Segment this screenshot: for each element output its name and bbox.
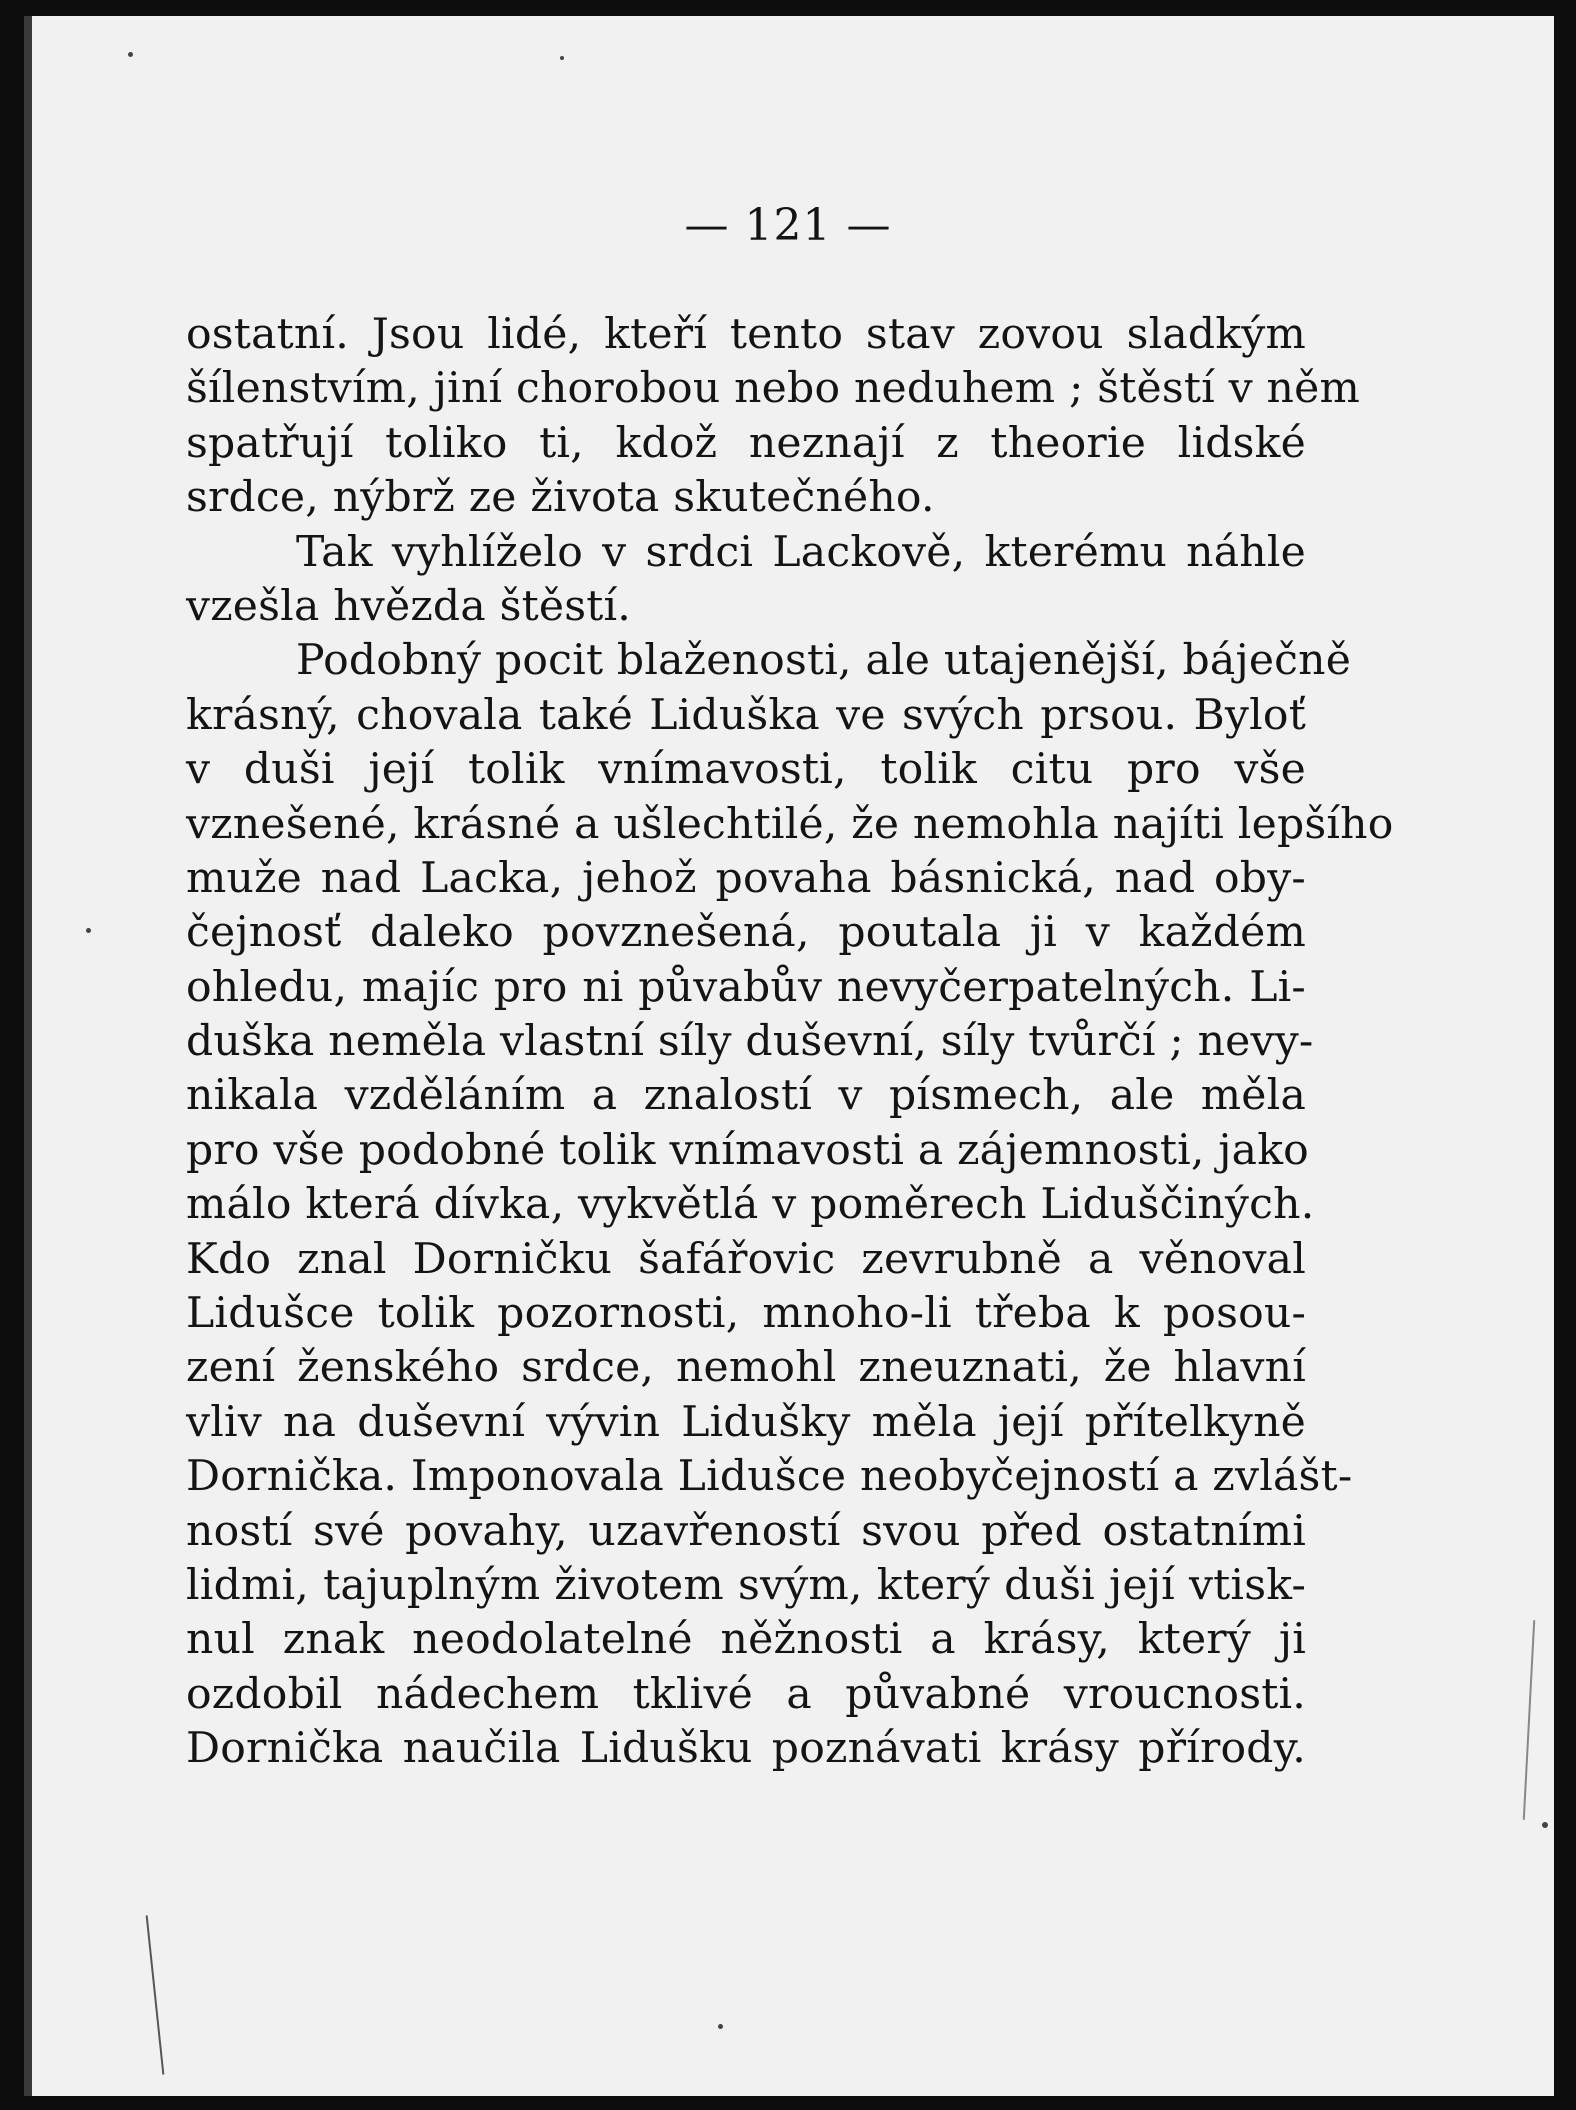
text-line: vznešené, krásné a ušlechtilé, že nemohla najíti lepšího [186, 799, 1394, 849]
text-line: ozdobil nádechem tklivé a půvabné vroucnosti. [186, 1669, 1306, 1719]
scan-speck [718, 2024, 723, 2029]
scan-border-left [0, 0, 24, 2110]
text-line: nikala vzděláním a znalostí v písmech, ale měla [186, 1071, 1306, 1121]
text-line: Tak vyhlíželo v srdci Lackově, kterému náhle [296, 527, 1306, 577]
text-line: Lidušce tolik pozornosti, mnoho-li třeba k posou- [186, 1289, 1306, 1339]
scan-border-left-shadow [24, 16, 32, 2110]
page-number: — 121 — [684, 200, 892, 251]
text-line: krásný, chovala také Liduška ve svých prsou. Byloť [186, 690, 1306, 740]
text-line: zení ženského srdce, nemohl zneuznati, že hlavní [186, 1343, 1306, 1393]
text-line: Dornička. Imponovala Lidušce neobyčejností a zvlášt- [186, 1452, 1353, 1502]
text-line: muže nad Lacka, jehož povaha básnická, nad oby- [186, 853, 1306, 903]
scan-border-bottom [0, 2096, 1576, 2110]
text-line: pro vše podobné tolik vnímavosti a zájemnosti, jako [186, 1125, 1309, 1175]
body-text [186, 308, 1394, 1777]
scan-scratch [146, 1915, 165, 2074]
scan-border-top [0, 0, 1576, 16]
text-line: nul znak neodolatelné něžnosti a krásy, který ji [186, 1615, 1306, 1665]
scan-speck [86, 928, 91, 933]
text-line: vliv na duševní vývin Lidušky měla její přítelkyně [186, 1397, 1306, 1447]
text-line: Dornička naučila Lidušku poznávati krásy přírody. [186, 1724, 1306, 1774]
text-line: ností své povahy, uzavřeností svou před ostatními [186, 1506, 1306, 1556]
text-line: srdce, nýbrž ze života skutečného. [186, 473, 935, 523]
text-line: vzešla hvězda štěstí. [186, 581, 632, 631]
text-line: Podobný pocit blaženosti, ale utajenější, báječně [296, 636, 1352, 686]
text-line: Kdo znal Dorničku šafářovic zevrubně a věnoval [186, 1234, 1306, 1284]
scan-speck [560, 56, 564, 60]
text-line: v duši její tolik vnímavosti, tolik citu pro vše [186, 745, 1306, 795]
scan-border-right [1554, 0, 1576, 2110]
scan-speck [1542, 1822, 1548, 1828]
text-line: šílenstvím, jiní chorobou nebo neduhem ; štěstí v něm [186, 364, 1360, 414]
text-line: duška neměla vlastní síly duševní, síly tvůrčí ; nevy- [186, 1017, 1314, 1067]
text-line: spatřují toliko ti, kdož neznají z theorie lidské [186, 418, 1306, 468]
scan-scratch [1523, 1620, 1535, 1820]
scan-speck [128, 52, 133, 57]
text-line: ohledu, majíc pro ni půvabův nevyčerpatelných. Li- [186, 962, 1306, 1012]
text-line: ostatní. Jsou lidé, kteří tento stav zovou sladkým [186, 310, 1306, 359]
text-line: čejnosť daleko povznešená, poutala ji v každém [186, 908, 1306, 958]
text-line: málo která dívka, vykvětlá v poměrech Liduščiných. [186, 1180, 1315, 1230]
text-line: lidmi, tajuplným životem svým, který duši její vtisk- [186, 1560, 1306, 1610]
